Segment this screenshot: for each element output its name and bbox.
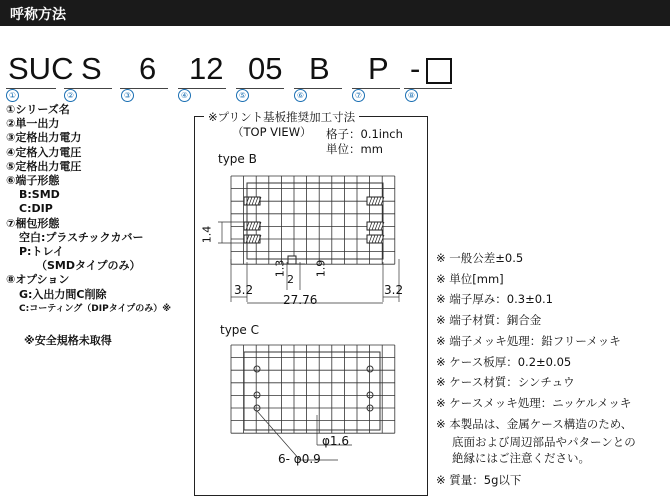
legend-item: ④定格入力電圧 — [6, 145, 82, 159]
dim-phi-1-6: φ1.6 — [322, 434, 349, 448]
code-part-output: 05 — [248, 51, 283, 86]
figure-subtitle: （TOP VIEW） — [232, 125, 312, 139]
dim-2: 2 — [287, 273, 294, 286]
type-c-label: type C — [220, 323, 259, 337]
note-continuation: 絶縁にはご注意ください。 — [452, 451, 590, 466]
dim-27-76: 27.76 — [283, 293, 318, 307]
spec-notes — [436, 248, 636, 491]
type-c-grid — [231, 345, 395, 433]
grid-spec: 格子：0.1inch — [326, 127, 403, 141]
note-item: ※ 端子材質：銅合金 — [436, 313, 542, 328]
legend-item: 空白:プラスチックカバー — [19, 230, 144, 244]
note-item: ※ 単位[mm] — [436, 271, 504, 286]
code-part-power: 6 — [139, 51, 157, 86]
note-item: ※ 端子厚み：0.3±0.1 — [436, 292, 554, 307]
unit-spec: 単位：mm — [326, 142, 383, 156]
code-part-package: P — [368, 51, 389, 86]
note-item: ※ ケース板厚：0.2±0.05 — [436, 354, 572, 369]
code-part-single: S — [81, 51, 102, 86]
note-item: ※ 端子メッキ処理：鉛フリーメッキ — [436, 333, 621, 348]
code-number: ⑧ — [405, 89, 418, 102]
code-number: ② — [64, 89, 77, 102]
code-number: ③ — [121, 89, 134, 102]
dim-1-3: 1.3 — [273, 259, 287, 278]
legend-note: ※安全規格未取得 — [24, 334, 112, 348]
dim-phi-0-9: 6- φ0.9 — [278, 452, 321, 466]
code-number: ④ — [178, 89, 191, 102]
code-number: ① — [6, 89, 19, 102]
legend-item: C:DIP — [19, 202, 53, 216]
type-b-body-outline — [247, 183, 383, 259]
code-part-terminal: B — [309, 51, 330, 86]
note-item: ※ 一般公差±0.5 — [436, 251, 524, 265]
legend-item: C:コーティング（DIPタイプのみ）※ — [19, 303, 172, 314]
legend-item: ③定格出力電力 — [6, 131, 82, 145]
section-title: 呼称方法 — [10, 7, 66, 23]
type-b-grid — [231, 176, 395, 264]
code-number: ⑥ — [294, 89, 307, 102]
dip-hole — [254, 366, 260, 372]
code-number: ⑦ — [352, 89, 365, 102]
dim-3-2-left: 3.2 — [234, 283, 254, 297]
note-item: ※ ケース材質：シンチュウ — [436, 375, 575, 390]
code-part-option: - — [410, 51, 421, 86]
legend-item: ⑧オプション — [6, 273, 70, 287]
legend-item: G:入出力間C削除 — [19, 287, 107, 301]
legend-item: ⑤定格出力電圧 — [6, 159, 82, 173]
dim-1-4: 1.4 — [200, 225, 214, 244]
dim-3-2-right: 3.2 — [384, 283, 404, 297]
type-c-body-outline — [244, 352, 380, 430]
legend-item: （SMDタイプのみ） — [36, 259, 141, 273]
figure-title: ※プリント基板推奨加工寸法 — [204, 109, 359, 125]
legend-item: P:トレイ — [19, 245, 64, 259]
note-item: ※ ケースメッキ処理：ニッケルメッキ — [436, 395, 632, 410]
code-number: ⑤ — [236, 89, 249, 102]
code-part-input: 12 — [189, 51, 224, 86]
type-b-pads — [244, 197, 384, 264]
code-part-series: SUC — [8, 51, 74, 86]
note-item: ※ 本製品は、金属ケース構造のため、 — [436, 416, 633, 431]
dim-1-9: 1.9 — [314, 259, 328, 278]
type-b-label: type B — [218, 152, 257, 166]
note-continuation: 底面および周辺部品やパターンとの — [452, 435, 636, 450]
legend-item: ⑥端子形態 — [6, 174, 60, 188]
type-c-holes — [254, 366, 373, 411]
legend-item: ②単一出力 — [6, 117, 60, 131]
note-mass: ※ 質量：5g以下 — [436, 473, 522, 488]
legend-item: B:SMD — [19, 188, 60, 202]
legend-item: ⑦梱包形態 — [6, 216, 60, 230]
legend-item: ①シリーズ名 — [6, 103, 70, 116]
center-pad — [288, 256, 296, 264]
